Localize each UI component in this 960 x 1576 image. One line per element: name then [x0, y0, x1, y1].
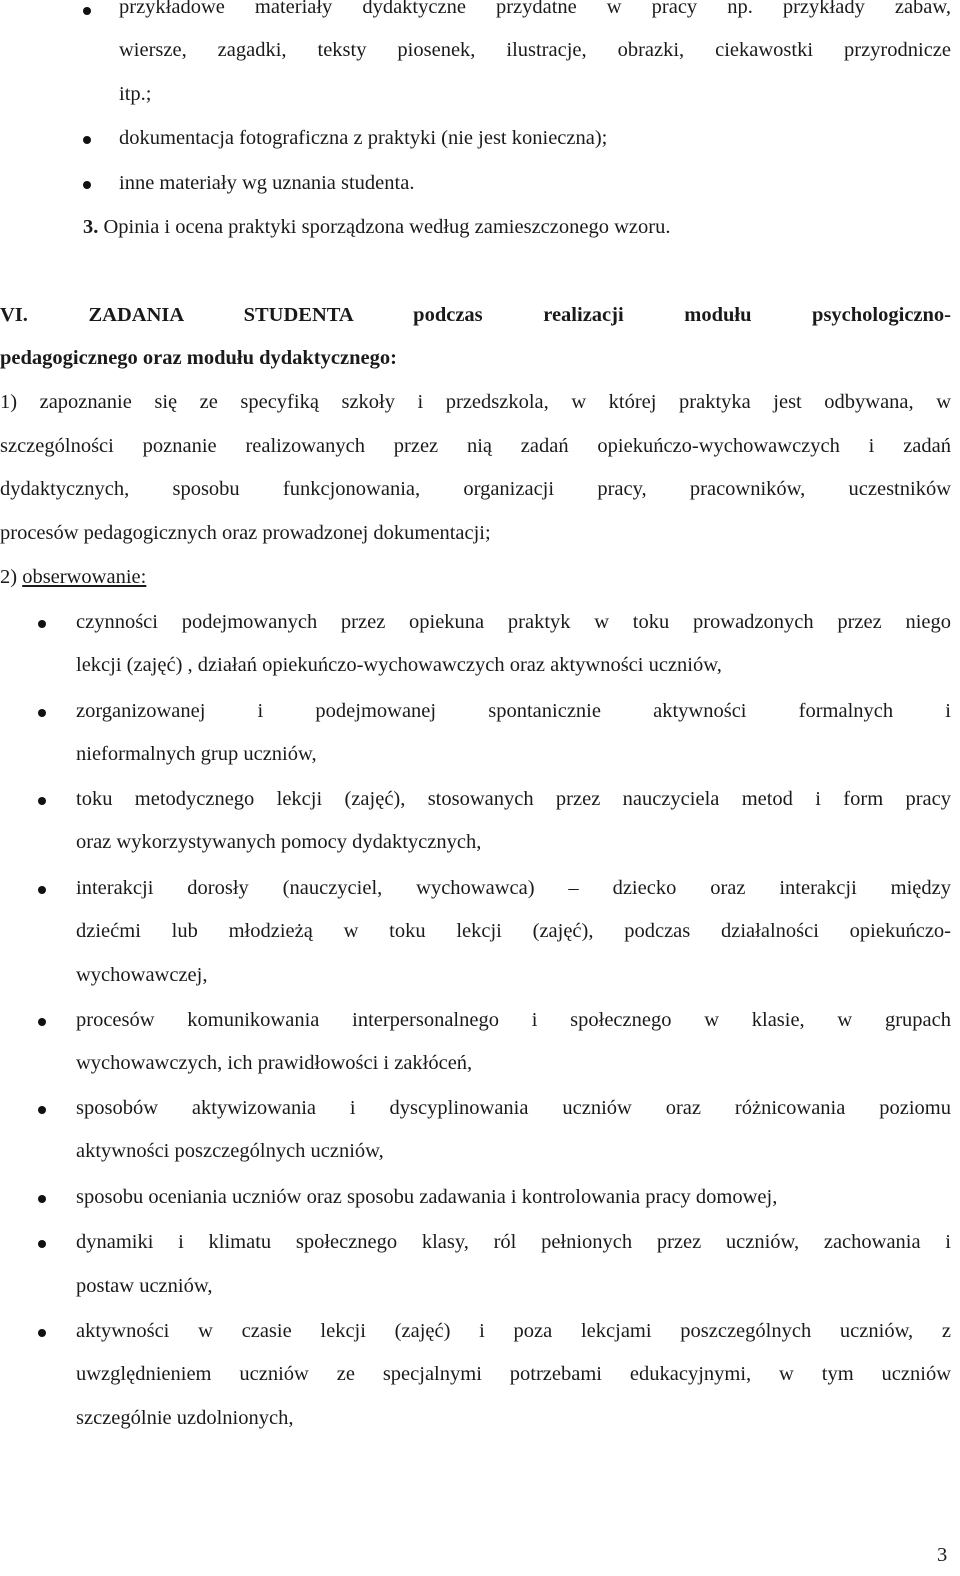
bullet-icon — [38, 1106, 46, 1114]
item-3-text: Opinia i ocena praktyki sporządzona według zamieszczonego wzoru. — [98, 216, 671, 238]
list-item-line: nieformalnych grup uczniów, — [76, 743, 317, 765]
task-1-line: procesów pedagogicznych oraz prowadzonej dokumentacji; — [0, 522, 491, 544]
page-number: 3 — [937, 1544, 948, 1566]
bullet-icon — [38, 1329, 46, 1337]
task-1-line: 1) zapoznanie się ze specyfiką szkoły i przedszkola, w której praktyka jest odbywana, w — [0, 391, 951, 413]
list-item-line: wychowawczej, — [76, 964, 208, 986]
bullet-icon — [38, 620, 46, 628]
list-item-line: procesów komunikowania interpersonalnego i społecznego w klasie, w grupach — [76, 1009, 951, 1031]
task-2 — [0, 566, 146, 589]
list-item-line: lekcji (zajęć) , działań opiekuńczo-wychowawczych oraz aktywności uczniów, — [76, 654, 722, 676]
list-item-line: aktywności w czasie lekcji (zajęć) i poza lekcjami poszczególnych uczniów, z — [76, 1320, 951, 1342]
list-item-line: szczególnie uzdolnionych, — [76, 1407, 294, 1429]
bullet-icon — [38, 1240, 46, 1248]
list-item-line: toku metodycznego lekcji (zajęć), stosowanych przez nauczyciela metod i form pracy — [76, 788, 951, 810]
bullet-icon — [38, 797, 46, 805]
list-item-line: dziećmi lub młodzieżą w toku lekcji (zajęć), podczas działalności opiekuńczo- — [76, 920, 951, 942]
task-1-line: dydaktycznych, sposobu funkcjonowania, organizacji pracy, pracowników, uczestników — [0, 478, 951, 500]
list-item-line: dokumentacja fotograficzna z praktyki (nie jest konieczna); — [119, 127, 608, 149]
list-item-line: oraz wykorzystywanych pomocy dydaktycznych, — [76, 831, 482, 853]
list-item-line: wiersze, zagadki, teksty piosenek, ilustracje, obrazki, ciekawostki przyrodnicze — [119, 39, 951, 61]
bullet-icon — [38, 1018, 46, 1026]
list-item-line: aktywności poszczególnych uczniów, — [76, 1140, 384, 1162]
list-item-line: sposobów aktywizowania i dyscyplinowania uczniów oraz różnicowania poziomu — [76, 1097, 951, 1119]
list-item-line: interakcji dorosły (nauczyciel, wychowawca) – dziecko oraz interakcji między — [76, 877, 951, 899]
task-1-line: szczególności poznanie realizowanych przez nią zadań opiekuńczo-wychowawczych i zadań — [0, 435, 951, 457]
bullet-icon — [83, 136, 91, 144]
list-item-line: inne materiały wg uznania studenta. — [119, 172, 415, 194]
list-item-line: itp.; — [119, 83, 152, 105]
bullet-icon — [83, 7, 91, 15]
list-item-line: uwzględnieniem uczniów ze specjalnymi potrzebami edukacyjnymi, w tym uczniów — [76, 1363, 951, 1385]
section-heading: pedagogicznego oraz modułu dydaktycznego: — [0, 347, 397, 369]
list-item-line: postaw uczniów, — [76, 1275, 213, 1297]
item-3 — [83, 216, 670, 239]
task-2-label: obserwowanie: — [22, 566, 147, 588]
bullet-icon — [38, 709, 46, 717]
bullet-icon — [83, 181, 91, 189]
bullet-icon — [38, 1195, 46, 1203]
list-item-line: zorganizowanej i podejmowanej spontanicznie aktywności formalnych i — [76, 700, 951, 722]
list-item-line: dynamiki i klimatu społecznego klasy, ról pełnionych przez uczniów, zachowania i — [76, 1231, 951, 1253]
list-item-line: sposobu oceniania uczniów oraz sposobu zadawania i kontrolowania pracy domowej, — [76, 1186, 778, 1208]
list-item-line: przykładowe materiały dydaktyczne przydatne w pracy np. przykłady zabaw, — [119, 0, 951, 18]
task-2-number: 2) — [0, 566, 23, 588]
section-heading: VI. ZADANIA STUDENTA podczas realizacji modułu psychologiczno- — [0, 304, 951, 326]
bullet-icon — [38, 886, 46, 894]
list-item-line: wychowawczych, ich prawidłowości i zakłóceń, — [76, 1052, 473, 1074]
list-item-line: czynności podejmowanych przez opiekuna praktyk w toku prowadzonych przez niego — [76, 611, 951, 633]
item-3-number: 3. — [83, 216, 99, 238]
